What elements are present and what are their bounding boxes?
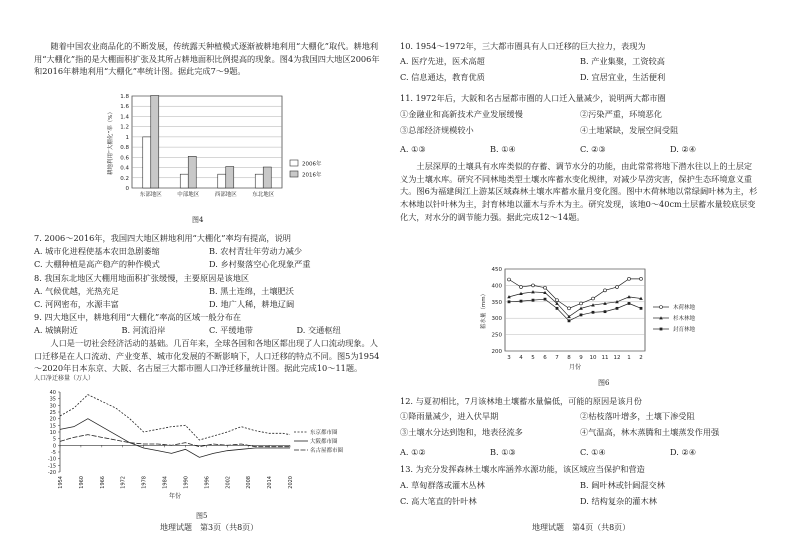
option-8d[interactable]: D. 地广人稀，耕地辽阔	[209, 298, 295, 309]
data-point	[640, 277, 643, 280]
question-11: 11. 1972年后，大阪和名古屋都市圈的人口迁入量减少，说明两大都市圈	[400, 93, 666, 103]
bar-2006	[143, 137, 151, 188]
y-tick-label: 5	[52, 436, 56, 443]
legend-label: 东京都市圈	[310, 430, 338, 436]
y-tick-label: 0.6	[120, 155, 129, 162]
x-tick-label: 东部地区	[139, 192, 162, 198]
option-11b[interactable]: B. ①④	[490, 144, 516, 154]
question-7-options	[34, 245, 384, 270]
option-12a[interactable]: A. ①②	[400, 447, 426, 457]
y-tick-label: 15	[49, 423, 56, 430]
y-tick-label: 0.4	[120, 165, 129, 172]
option-12b[interactable]: B. ①③	[490, 447, 516, 457]
data-point	[544, 298, 547, 301]
intro-paragraph-3: 土层深厚的土壤具有水库类似的存蓄、调节水分的功能，由此常常将地下潜水往以上的土层定义为土壤水库。研究不同林地类型土壤水库蓄水变化规律，对减少旱涝灾害，保护生态环境意义重大。图6为福建闽江上游某区域森林土壤水库蓄水量月变化图。图中木荷林地以常绿阔叶林为主，杉木林地以针叶林为主，封育林地以灌木与乔木为主。研究发现，该地0～40cm土层蓄水量较底层变化大，对水分的调节能力强。据此完成12～14题。	[400, 161, 758, 222]
option-8a[interactable]: A. 气候优越，光热充足	[34, 286, 119, 296]
y-tick-label: 30	[49, 403, 56, 410]
data-point	[580, 302, 583, 305]
data-point	[556, 299, 559, 302]
bar-2016	[226, 167, 234, 188]
statement-11-1: ①金融业和高新技术产业发展缓慢	[400, 109, 523, 119]
bar-2016	[151, 95, 159, 188]
x-axis-label: 月份	[568, 364, 582, 371]
legend-label: 2016年	[302, 172, 322, 179]
question-12: 12. 与夏初相比，7月该林地土壤蓄水量偏低，可能的原因是该月份	[400, 396, 642, 406]
option-7c[interactable]: C. 大棚种植是高产稳产的种作模式	[34, 258, 160, 269]
y-tick-label: 35	[49, 396, 56, 403]
bar-2016	[188, 156, 196, 188]
x-tick-label: 12	[613, 355, 621, 361]
series-line	[60, 395, 290, 440]
data-point	[568, 307, 571, 310]
x-tick-label: 7	[555, 355, 559, 361]
bar-2006	[218, 174, 226, 188]
question-11-options	[400, 143, 760, 156]
data-point	[628, 277, 631, 280]
option-11c[interactable]: C. ②③	[580, 144, 606, 154]
x-tick-label: 6	[543, 355, 547, 361]
series-line	[60, 435, 290, 447]
data-point	[520, 300, 523, 303]
data-point	[616, 307, 619, 310]
x-tick-label: 1966	[99, 476, 106, 489]
legend-label: 杉木林地	[673, 316, 696, 322]
option-7b[interactable]: B. 农村青壮年劳动力减少	[209, 246, 303, 256]
data-point	[532, 284, 535, 287]
option-11a[interactable]: A. ①③	[400, 144, 426, 154]
x-tick-label: 1960	[78, 476, 85, 489]
y-tick-label: -20	[47, 470, 56, 476]
legend-marker	[660, 328, 663, 331]
data-point	[604, 310, 607, 313]
question-12-options	[400, 446, 760, 459]
option-8b[interactable]: B. 黑土连绵，土壤肥沃	[209, 286, 294, 296]
option-9a[interactable]: A. 城镇附近	[34, 325, 78, 335]
x-tick-label: 5	[531, 355, 535, 361]
option-10a[interactable]: A. 医疗先进，医术高超	[400, 56, 485, 66]
x-tick-label: 1	[627, 355, 631, 361]
x-axis-label: 年份	[168, 493, 182, 500]
y-tick-label: 350	[491, 299, 502, 306]
option-13a[interactable]: A. 草甸群落或灌木丛林	[400, 480, 485, 490]
data-point	[544, 286, 547, 289]
y-tick-label: 0.2	[120, 175, 129, 182]
plot-frame	[505, 269, 645, 351]
y-tick-label: 1.6	[120, 104, 129, 111]
figure-4-bar-chart	[104, 90, 354, 220]
legend-label: 名古屋都市圈	[310, 448, 344, 454]
data-point	[508, 278, 511, 281]
data-point	[628, 302, 631, 305]
y-tick-label: 1.4	[120, 114, 129, 121]
y-tick-label: 400	[491, 283, 502, 290]
question-11-statements	[400, 108, 760, 136]
option-7a[interactable]: A. 城市化进程使基本农田急剧萎缩	[34, 246, 160, 256]
statement-12-2: ②枯枝落叶增多，土壤下渗受阻	[580, 411, 695, 421]
data-point	[616, 286, 619, 289]
y-tick-label: 25	[49, 410, 56, 416]
option-9c[interactable]: C. 平缓地带	[209, 325, 253, 335]
series-line	[60, 419, 290, 458]
option-13d[interactable]: D. 结构复杂的灌木林	[580, 495, 657, 506]
y-tick-label: 40	[49, 390, 56, 396]
data-point	[508, 300, 511, 303]
x-tick-label: 4	[519, 355, 523, 361]
series-line	[509, 299, 641, 321]
y-tick-label: 1.8	[120, 94, 129, 100]
x-tick-label: 1990	[183, 476, 190, 489]
figure-6-line-chart	[475, 263, 745, 375]
x-tick-label: 10	[589, 355, 597, 361]
page-footer-right: 地理试题 第4页（共8页）	[532, 523, 631, 532]
question-13-options	[400, 479, 760, 507]
series-line	[509, 292, 641, 317]
data-point	[532, 299, 535, 302]
statement-12-3: ③土壤水分达到饱和，地表径流多	[400, 426, 523, 437]
data-point	[592, 311, 595, 314]
intro-paragraph-1: 随着中国农业商品化的不断发展，传统露天种植模式逐渐被耕地利用“大棚化”取代。耕地利用“大棚化”指的是大棚面积扩张及其所占耕地面积比例提高的现象。图4为我国四大地区2006年和2016年耕地利用“大棚化”率统计图。据此完成7～9题。	[34, 41, 380, 77]
statement-11-4: ④土地紧缺，发展空间受阻	[580, 124, 679, 135]
y-tick-label: 10	[49, 430, 56, 436]
x-tick-label: 9	[579, 355, 583, 361]
option-12c[interactable]: C. ①④	[580, 447, 606, 457]
y-tick-label: 0	[52, 443, 56, 450]
question-7: 7. 2006～2016年，我国四大地区耕地利用“大棚化”率均有提高，说明	[34, 233, 291, 243]
x-tick-label: 2002	[225, 476, 232, 489]
x-tick-label: 3	[507, 355, 511, 361]
y-tick-label: 450	[491, 267, 502, 273]
question-12-statements	[400, 410, 760, 438]
x-tick-label: 1984	[162, 476, 169, 489]
data-point	[568, 319, 571, 322]
page-footer-left: 地理试题 第3页（共8页）	[160, 523, 259, 532]
legend-label: 封育林地	[673, 327, 696, 333]
y-tick-label: 0.8	[120, 145, 129, 152]
y-tick-label: -10	[47, 456, 56, 463]
option-13c[interactable]: C. 高大笔直的针叶林	[400, 495, 477, 506]
x-tick-label: 11	[601, 355, 609, 361]
statement-12-4: ④气温高，林木蒸腾和土壤蒸发作用强	[580, 426, 720, 437]
x-tick-label: 2014	[267, 476, 274, 489]
data-point	[556, 307, 559, 310]
legend-marker	[660, 306, 663, 309]
data-point	[640, 307, 643, 310]
data-point	[592, 297, 595, 300]
x-tick-label: 1972	[120, 476, 127, 489]
option-12d[interactable]: D. ②④	[670, 447, 697, 457]
figure-6-caption: 图6	[598, 379, 610, 387]
option-9d[interactable]: D. 交通枢纽	[296, 325, 341, 335]
question-8: 8. 我国东北地区大棚用地面积扩张缓慢，主要原因是该地区	[34, 273, 250, 283]
data-point	[580, 314, 583, 317]
x-tick-label: 西部地区	[214, 192, 237, 198]
option-10d[interactable]: D. 宜居宜业，生活便利	[580, 71, 666, 82]
x-tick-label: 2	[639, 355, 643, 361]
y-tick-label: 20	[49, 416, 56, 423]
question-10-options	[400, 55, 760, 83]
legend-swatch	[290, 160, 298, 166]
statement-11-3: ③总部经济规模较小	[400, 124, 474, 135]
y-axis-label: 蓄水量（mm）	[481, 290, 487, 330]
question-9-options	[34, 324, 384, 337]
y-tick-label: 250	[491, 332, 502, 339]
data-point	[627, 295, 631, 298]
y-tick-label: 1.2	[120, 124, 129, 131]
y-tick-label: 0	[125, 186, 129, 192]
option-11d[interactable]: D. ②④	[670, 144, 697, 154]
x-tick-label: 8	[567, 355, 571, 361]
option-10c[interactable]: C. 信息通达，教育优质	[400, 71, 485, 82]
figure-5-line-chart	[28, 372, 368, 512]
y-tick-label: -15	[47, 463, 56, 470]
y-tick-label: -5	[51, 450, 56, 456]
option-9b[interactable]: B. 河流沿岸	[121, 325, 166, 335]
figure-5-caption: 图5	[196, 512, 208, 520]
legend-label: 2006年	[302, 161, 322, 168]
statement-12-1: ①降雨量减少，进入伏旱期	[400, 411, 499, 421]
x-tick-label: 1978	[141, 476, 148, 489]
option-8c[interactable]: C. 河网密布，水源丰富	[34, 298, 119, 309]
series-line	[509, 279, 641, 309]
intro-paragraph-2: 人口是一切社会经济活动的基础。几百年来，全球各国和各地区都出现了人口流动现象。人口迁移是在人口流动、产业变革、城市化发展的不断影响下，人口迁移的特点不同。图5为1954～2020年日本东京、大阪、名古屋三大都市圈人口净迁移量统计图。据此完成10～11题。	[34, 338, 380, 374]
legend-label: 大阪都市圈	[310, 439, 338, 445]
statement-11-2: ②污染严重，环境恶化	[580, 109, 662, 119]
question-8-options	[34, 285, 384, 310]
x-tick-label: 1954	[58, 476, 64, 489]
option-7d[interactable]: D. 乡村聚落空心化现象严重	[209, 258, 311, 269]
bar-2006	[180, 174, 188, 188]
option-13b[interactable]: B. 阔叶林或针阔混交林	[580, 480, 665, 490]
x-tick-label: 2020	[288, 476, 294, 489]
bar-2006	[255, 174, 263, 188]
x-tick-label: 2008	[246, 476, 253, 489]
y-tick-label: 200	[491, 349, 502, 355]
data-point	[520, 286, 523, 289]
option-10b[interactable]: B. 产业集聚，工资较高	[580, 56, 665, 66]
question-10: 10. 1954～1972年，三大都市圈具有人口迁移的巨大拉力，表现为	[400, 41, 646, 51]
x-tick-label: 1996	[204, 476, 211, 489]
legend-swatch	[290, 171, 298, 177]
x-tick-label: 中部地区	[177, 192, 200, 198]
question-13: 13. 为充分发挥森林土壤水库涵养水源功能，该区域应当保护和营造	[400, 464, 645, 474]
data-point	[604, 289, 607, 292]
y-tick-label: 1	[125, 134, 129, 141]
x-tick-label: 东北地区	[252, 192, 275, 198]
bar-2016	[263, 167, 271, 188]
y-axis-label: 耕地利用“大棚化”率（%）	[108, 109, 114, 175]
question-9: 9. 四大地区中，耕地利用“大棚化”率高的区域一般分布在	[34, 312, 242, 322]
y-axis-label: 人口净迁移量（万人）	[34, 375, 95, 382]
figure-4-caption: 图4	[192, 216, 204, 224]
y-tick-label: 300	[491, 316, 502, 323]
legend-label: 木荷林地	[673, 305, 696, 311]
